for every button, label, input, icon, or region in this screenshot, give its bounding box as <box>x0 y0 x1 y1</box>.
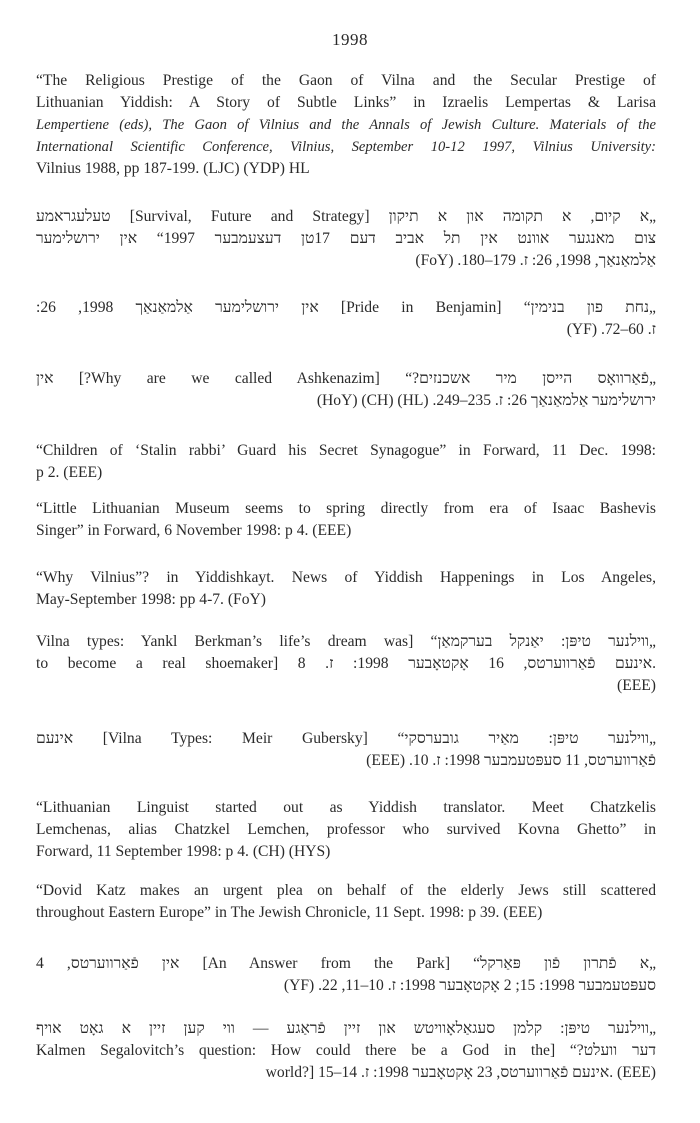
entry-line: „א פֿתרון פֿון פּאַרקל“ [An Answer from the Park] אין פֿאַרווערטס, 4 <box>36 955 656 972</box>
entry-line: “Little Lithuanian Museum seems to spring directly from era of Isaac Bashevis <box>36 500 656 517</box>
entry-line: Singer” in Forward, 6 November 1998: p 4. (EEE) <box>36 522 352 539</box>
bibliography-entry <box>36 297 656 341</box>
entry-line: May-September 1998: pp 4-7. (FoY) <box>36 591 266 608</box>
entry-line: “Dovid Katz makes an urgent plea on behalf of the elderly Jews still scattered <box>36 882 656 899</box>
bibliography-entry <box>36 631 656 697</box>
entry-line: „ווילנער טיפּן: מאַיר גובערסקי“ [Vilna Types: Meir Gubersky] אינעם <box>36 730 656 747</box>
bibliography-entry <box>36 440 656 484</box>
entry-line: “Lithuanian Linguist started out as Yiddish translator. Meet Chatzkelis <box>36 799 656 816</box>
bibliography-entry <box>36 797 656 863</box>
entry-line: אַלמאַנאַך, 1998, 26: ז. 179–180. (FoY) <box>415 252 656 269</box>
bibliography-entry <box>36 880 656 924</box>
entry-line: Vilnius 1988, pp 187-199. (LJC) (YDP) HL <box>36 160 310 177</box>
bibliography-entry <box>36 498 656 542</box>
entry-line: (EEE) <box>617 677 656 694</box>
entry-line: International Scientific Conference, Vilnius, September 10-12 1997, Vilnius University: <box>36 139 656 155</box>
entry-line: Lempertiene (eds), The Gaon of Vilnius and the Annals of Jewish Culture. Materials of the <box>36 117 656 133</box>
entry-line: p 2. (EEE) <box>36 464 103 481</box>
bibliography-entry <box>36 953 656 997</box>
bibliography-entry <box>36 70 656 180</box>
page-year-heading: 1998 <box>332 30 368 49</box>
entry-line: throughout Eastern Europe” in The Jewish Chronicle, 11 Sept. 1998: p 39. (EEE) <box>36 904 543 921</box>
bibliography-entry <box>36 368 656 412</box>
entry-line: ז. 60–72. (YF) <box>566 321 656 338</box>
bibliography-entry <box>36 567 656 611</box>
entry-line: סעפּטעמבער 1998: 15; 2 אָקטאָבער 1998: ז. 10–11, 22. (YF) <box>283 977 656 994</box>
entry-line: “Children of ‘Stalin rabbi’ Guard his Secret Synagogue” in Forward, 11 Dec. 1998: <box>36 442 656 459</box>
entry-line: Forward, 11 September 1998: p 4. (CH) (HYS) <box>36 843 331 860</box>
entry-line: „פֿאַרוואָס הייסן מיר אשכנזים?“ [Why are we called Ashkenazim?] אין <box>36 370 656 387</box>
entry-line: „ווילנער טיפּן: קלמן סעגאַלאָוויטש און זיין פֿראַגע — ווי קען זיין א גאָט אויף <box>36 1020 656 1037</box>
entry-line: ירושלימער אַלמאַנאַך 26: ז. 235–249. (HL) (CH) (HoY) <box>316 392 656 409</box>
entry-line: „נחת פון בנימין“ [Pride in Benjamin] אין ירושלימער אַלמאַנאַך 1998, 26: <box>36 299 656 316</box>
entry-line: צום מאנגער אוונט אין תל אביב דעם 17טן דעצעמבער 1997“ אין ירושלימער <box>36 230 656 247</box>
entry-line: „א קיום, א תקומה און א תיקון [Survival, Future and Strategy] טעלעגראמע <box>36 208 656 225</box>
entry-line: דער וועלט?“ [Kalmen Segalovitch’s question: How could there be a God in the <box>36 1042 656 1059</box>
entry-line: to become a real shoemaker] אינעם פֿאַרווערטס, 16 אָקטאָבער 1998: ז. 8. <box>36 655 656 672</box>
entry-line: “Why Vilnius”? in Yiddishkayt. News of Yiddish Happenings in Los Angeles, <box>36 569 656 586</box>
bibliography-entry <box>36 728 656 772</box>
entry-line: פֿאַרווערטס, 11 סעפּטעמבער 1998: ז. 10. (EEE) <box>366 752 656 769</box>
entry-line: Lithuanian Yiddish: A Story of Subtle Links” in Izraelis Lempertas & Larisa <box>36 94 656 111</box>
entry-line: “The Religious Prestige of the Gaon of Vilna and the Secular Prestige of <box>36 72 656 89</box>
entry-line: „ווילנער טיפּן: יאַנקל בערקמאַן“ [Vilna types: Yankl Berkman’s life’s dream was <box>36 633 656 650</box>
entry-line: Lemchenas, alias Chatzkel Lemchen, professor who survived Kovna Ghetto” in <box>36 821 656 838</box>
entry-line: world?] אינעם פֿאַרווערטס, 23 אָקטאָבער 1998: ז. 14–15. (EEE) <box>265 1064 656 1081</box>
bibliography-entry <box>36 1018 656 1084</box>
bibliography-entry <box>36 206 656 272</box>
